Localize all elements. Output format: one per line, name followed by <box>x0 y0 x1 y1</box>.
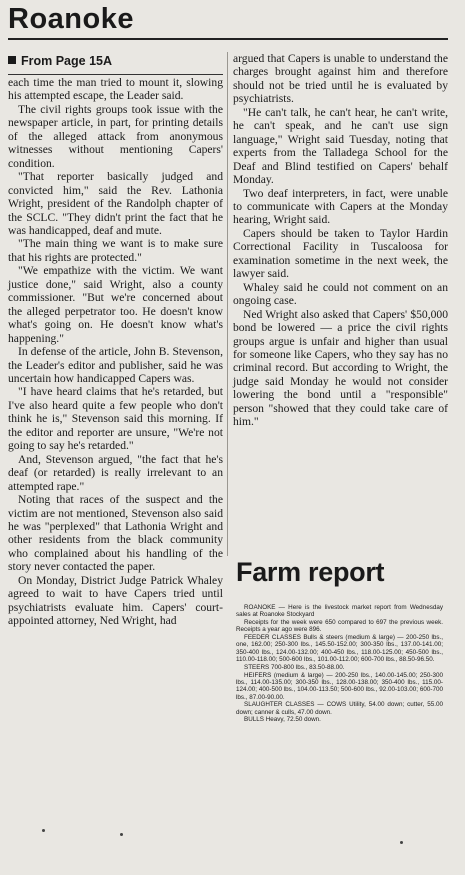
print-speck <box>120 833 123 836</box>
article-paragraph: Two deaf interpreters, in fact, were unable to communicate with Capers at the Monday hearing, Wright said. <box>233 186 448 227</box>
article-column-1 <box>8 76 223 628</box>
farm-report-paragraph: FEEDER CLASSES Bulls & steers (medium & large) — 200-250 lbs., one, 162.00; 250-300 lbs., 145.50-152.00; 300-350 lbs., 137.00-141.00; 350-400 lbs., 124.00-132.00; 400-450 lbs., 118.00-125.00; 450-500 lbs., 110.00-118.00; 500-600 lbs., 101.00-112.00; 600-700 lbs., 88.50-96.50. <box>236 634 443 664</box>
square-bullet-icon <box>8 56 16 64</box>
farm-report-paragraph: SLAUGHTER CLASSES — COWS Utility, 54.00 down; cutter, 55.00 down; canner & culls, 47.00 down. <box>236 701 443 716</box>
jump-rule <box>8 74 223 75</box>
article-paragraph: In defense of the article, John B. Stevenson, the Leader's editor and publisher, said he was uncertain how handicapped Capers was. <box>8 345 223 385</box>
farm-report-paragraph: ROANOKE — Here is the livestock market report from Wednesday sales at Roanoke Stockyard <box>236 604 443 619</box>
farm-report-paragraph: STEERS 700-800 lbs., 83.50-88.00. <box>244 663 345 671</box>
article-paragraph: "The main thing we want is to make sure that his rights are protected." <box>8 237 223 264</box>
print-speck <box>400 841 403 844</box>
article-column-2 <box>233 52 448 429</box>
masthead-rule <box>8 38 448 40</box>
farm-report-body <box>236 604 443 724</box>
article-paragraph: Capers should be taken to Taylor Hardin Correctional Facility in Tuscaloosa for examination sometime in the next week, the lawyer said. <box>233 226 448 281</box>
article-paragraph: argued that Capers is unable to understand the charges brought against him and therefore should not be tried until he is evaluated by psychiatrists. <box>233 52 448 106</box>
article-paragraph: And, Stevenson argued, "the fact that he's deaf (or retarded) is really irrelevant to an attempted rape." <box>8 452 223 493</box>
farm-report-title: Farm report <box>236 557 385 587</box>
column-divider <box>227 52 228 556</box>
section-masthead: Roanoke <box>8 3 134 35</box>
article-paragraph: On Monday, District Judge Patrick Whaley agreed to wait to have Capers tried until psychiatrists evaluate him. Capers' court-appointed attorney, Ned Wright, had <box>8 573 223 628</box>
article-paragraph: "He can't talk, he can't hear, he can't write, he can't speak, and he can't use sign language," Wright said Tuesday, noting that experts from the Talladega School for the Deaf and Blind testified on Capers' behalf Monday. <box>233 105 448 187</box>
article-paragraph: The civil rights groups took issue with the newspaper article, in part, for printing details of the alleged attack from anonymous witnesses without mentioning Capers' condition. <box>8 102 223 170</box>
article-paragraph: Whaley said he could not comment on an ongoing case. <box>233 280 448 308</box>
farm-report-paragraph: HEIFERS (medium & large) — 200-250 lbs., 140.00-145.00; 250-300 lbs., 114.00-135.00; 300-350 lbs., 128.00-138.00; 350-400 lbs., 115.00-124.00; 400-500 lbs., 104.00-113.50; 500-600 lbs., 92.00-103.00; 600-700 lbs., 87.00-90.00. <box>236 671 443 701</box>
article-paragraph: Ned Wright also asked that Capers' $50,000 bond be lowered — a price the civil rights groups argue is unfair and higher than usual for someone like Capers, who they say has no criminal record. But according to Wright, the judge said Monday he would not consider lowering the bond until a "responsible" person "showed that they could take care of him." <box>233 307 448 429</box>
article-paragraph: "That reporter basically judged and convicted him," said the Rev. Lathonia Wright, president of the Randolph chapter of the SCLC. "They didn't print the fact that he was handicapped, deaf and mute. <box>8 170 223 237</box>
article-paragraph: "We empathize with the victim. We want justice done," said Wright, also a county commissioner. "But we're concerned about the alleged perpetrator too. He doesn't know what's going on. He doesn't know what's happening." <box>8 264 223 345</box>
farm-report-paragraph: BULLS Heavy, 72.50 down. <box>244 716 321 724</box>
jump-label: From Page 15A <box>21 54 113 68</box>
farm-report-paragraph: Receipts for the week were 650 compared to 697 the previous week. Receipts a year ago were 896. <box>236 619 443 634</box>
article-paragraph: each time the man tried to mount it, slowing his attempted escape, the Leader said. <box>8 76 223 103</box>
print-speck <box>42 829 45 832</box>
jump-line <box>8 54 223 68</box>
article-paragraph: "I have heard claims that he's retarded, but I've also heard quite a few people who don't think he is," Stevenson said this morning. If the editor and reporter are unsure, "We're not going to say he's retarded." <box>8 385 223 453</box>
article-paragraph: Noting that races of the suspect and the victim are not mentioned, Stevenson also said he was "perplexed" that Lathonia Wright and other residents from the black community who complained about his handling of the story never contacted the paper. <box>8 493 223 574</box>
